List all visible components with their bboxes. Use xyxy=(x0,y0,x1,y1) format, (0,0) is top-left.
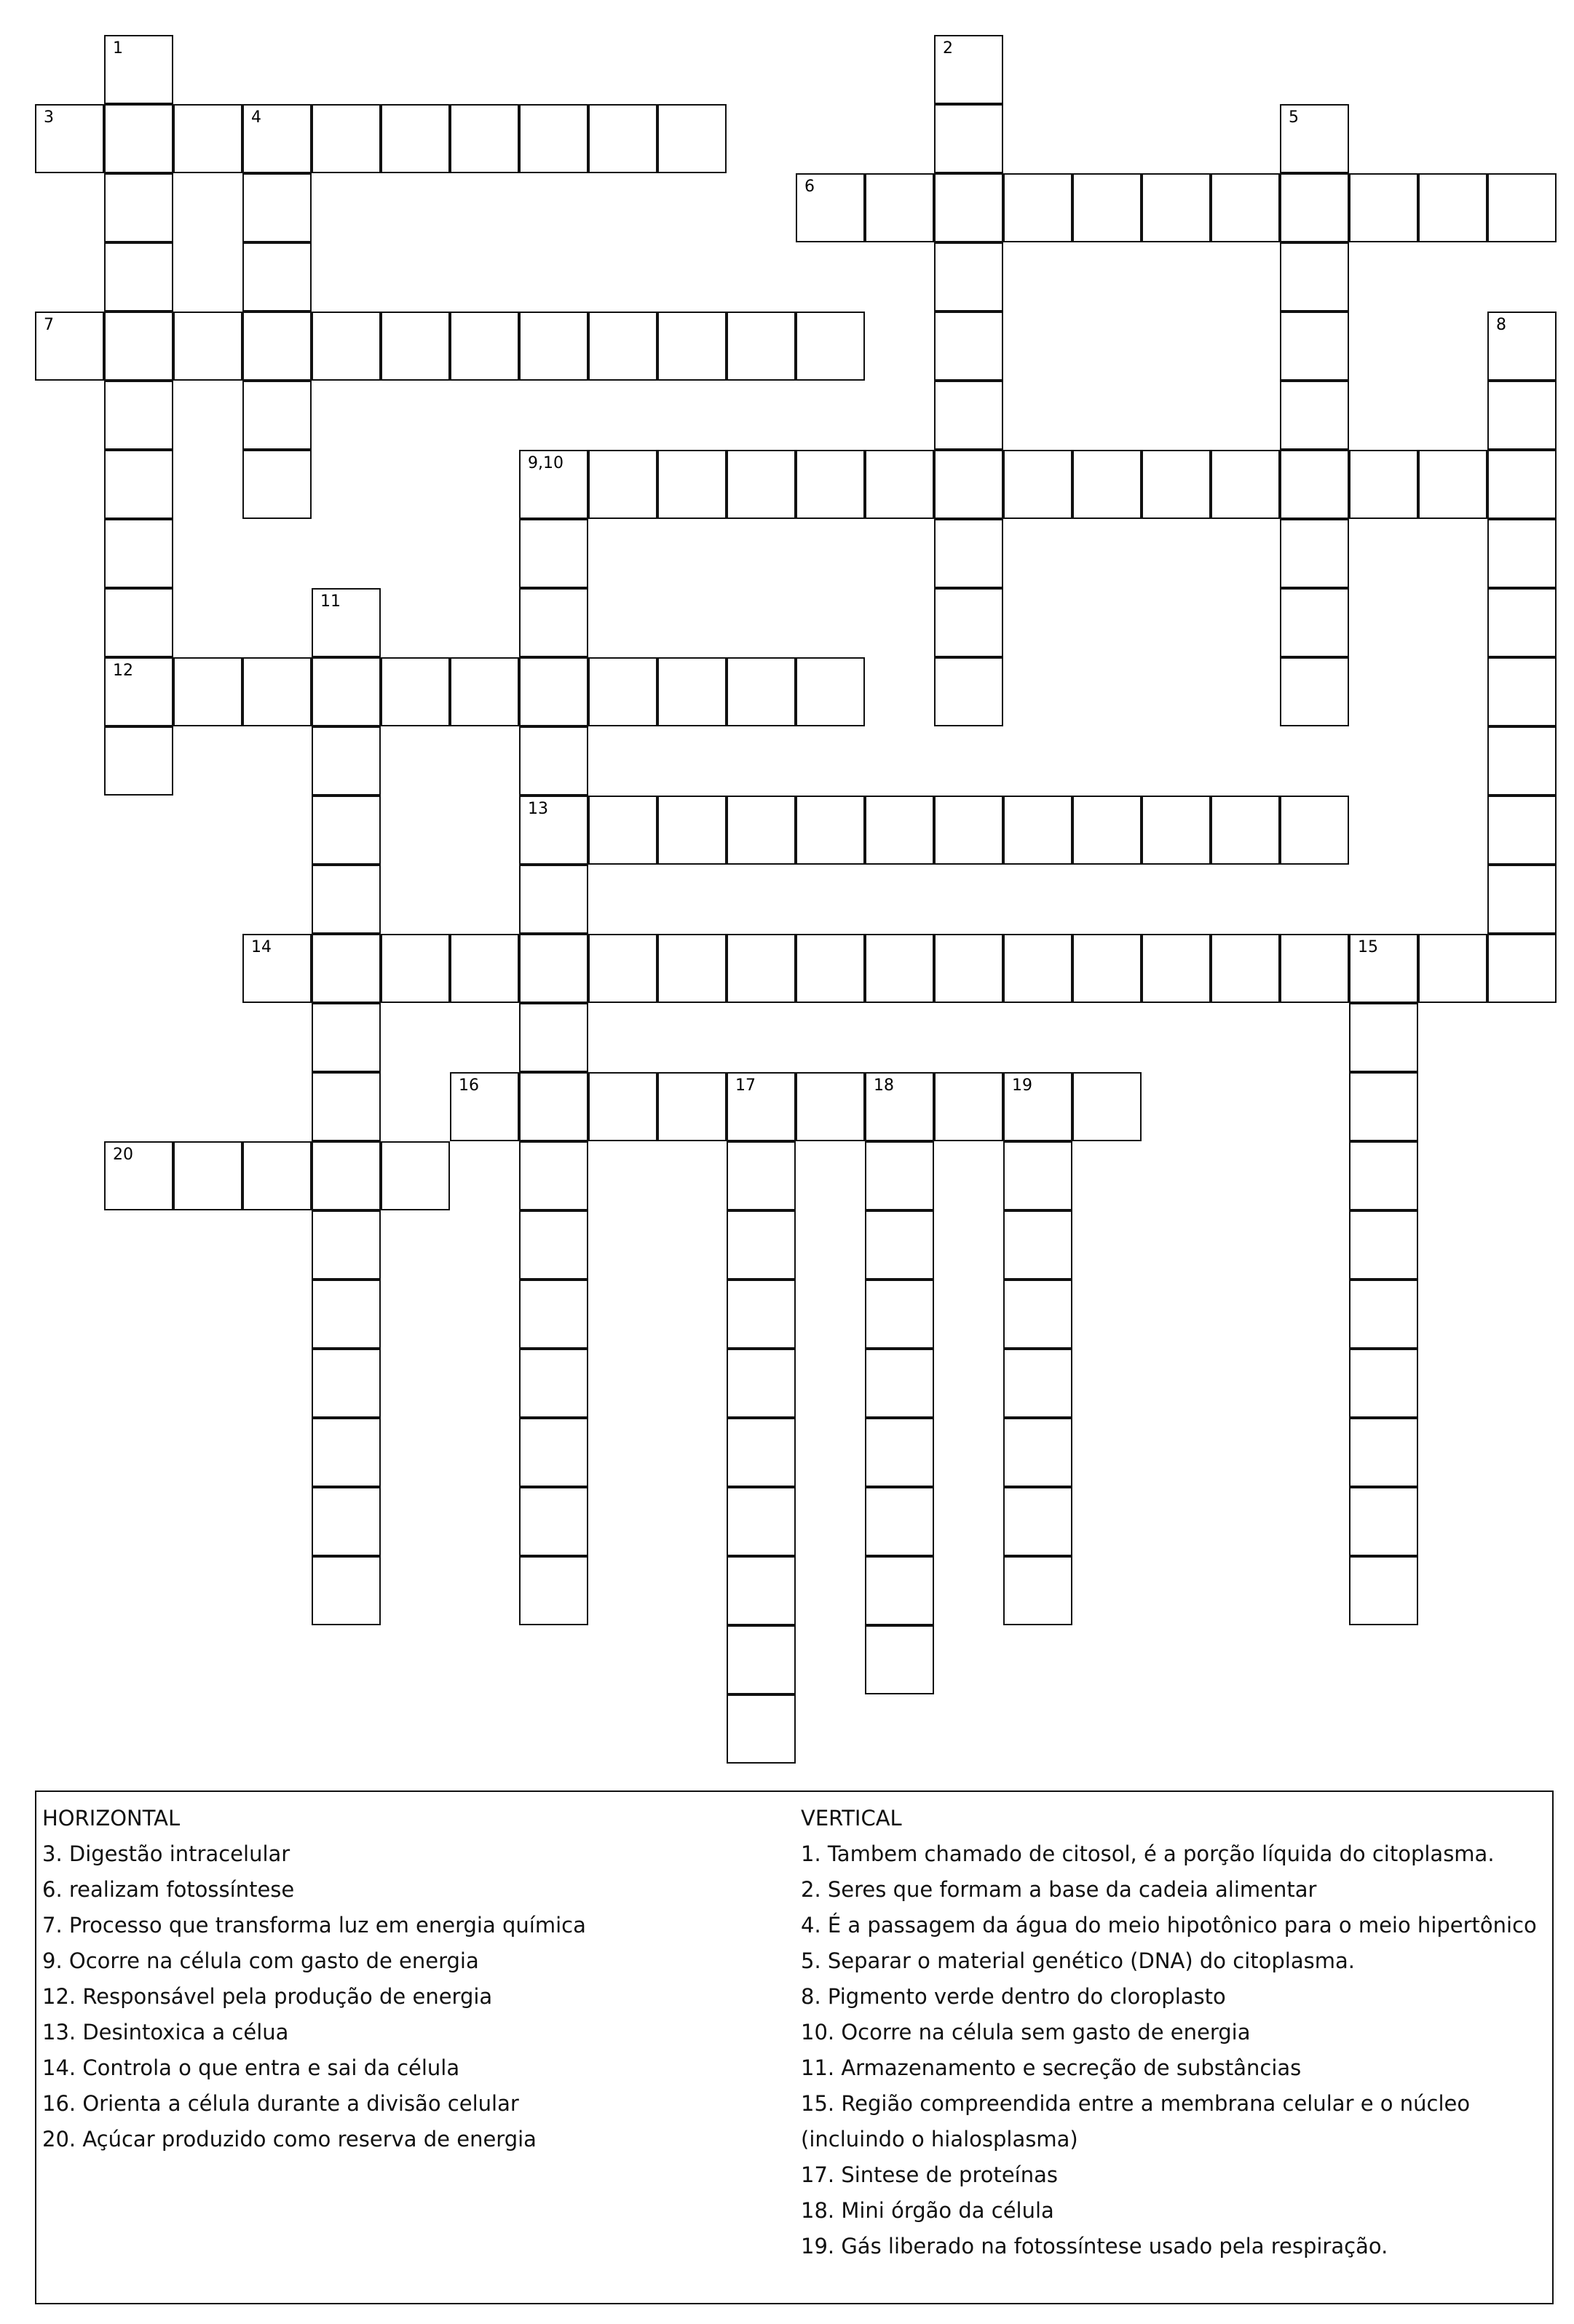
clue-number: 8 xyxy=(1496,316,1506,334)
grid-cell[interactable] xyxy=(450,657,519,726)
clue-number: 17 xyxy=(735,1076,756,1095)
grid-cell[interactable] xyxy=(727,1487,796,1556)
clue-across-9: 9. Ocorre na célula com gasto de energia xyxy=(42,1948,479,1973)
clue-number: 1 xyxy=(113,39,123,57)
clue-down-11: 11. Armazenamento e secreção de substâncias xyxy=(801,2055,1302,2080)
clue-across-13: 13. Desintoxica a célua xyxy=(42,2020,289,2045)
grid-cell[interactable] xyxy=(519,1072,588,1141)
grid-cell[interactable] xyxy=(1349,173,1418,242)
grid-cell[interactable] xyxy=(934,242,1003,312)
grid-cell[interactable] xyxy=(1280,312,1349,381)
grid-cell[interactable] xyxy=(519,1003,588,1072)
grid-cell[interactable] xyxy=(312,726,381,796)
grid-cell[interactable] xyxy=(1211,934,1280,1003)
grid-cell[interactable] xyxy=(1280,796,1349,865)
grid-cell[interactable] xyxy=(173,104,242,173)
grid-cell[interactable] xyxy=(796,450,865,519)
grid-cell[interactable] xyxy=(173,1141,242,1210)
grid-cell[interactable] xyxy=(934,35,1003,104)
grid-cell[interactable] xyxy=(1349,1072,1418,1141)
grid-cell[interactable] xyxy=(934,519,1003,588)
grid-cell[interactable] xyxy=(657,657,727,726)
grid-cell[interactable] xyxy=(1487,588,1557,657)
clue-down-15: 15. Região compreendida entre a membrana celular e o núcleo (incluindo o hialosplasma) xyxy=(801,2091,1471,2152)
grid-cell[interactable] xyxy=(1003,1349,1072,1418)
clue-number: 9,10 xyxy=(528,454,563,472)
grid-cell[interactable] xyxy=(1349,1003,1418,1072)
grid-cell[interactable] xyxy=(1487,657,1557,726)
grid-cell[interactable] xyxy=(519,934,588,1003)
clue-number: 16 xyxy=(459,1076,479,1095)
clue-number: 3 xyxy=(44,108,54,127)
grid-cell[interactable] xyxy=(1349,1418,1418,1487)
grid-cell[interactable] xyxy=(1487,173,1557,242)
grid-cell[interactable] xyxy=(242,173,312,242)
horizontal-clues-title: HORIZONTAL xyxy=(42,1806,181,1831)
grid-cell[interactable] xyxy=(1349,1349,1418,1418)
grid-cell[interactable] xyxy=(657,450,727,519)
grid-cell[interactable] xyxy=(934,657,1003,726)
grid-cell[interactable] xyxy=(1003,934,1072,1003)
grid-cell[interactable] xyxy=(1003,1418,1072,1487)
grid-cell[interactable] xyxy=(934,104,1003,173)
grid-cell[interactable] xyxy=(1142,934,1211,1003)
grid-cell[interactable] xyxy=(312,588,381,657)
grid-cell[interactable] xyxy=(1349,1210,1418,1280)
grid-cell[interactable] xyxy=(1142,796,1211,865)
grid-cell[interactable] xyxy=(865,1625,934,1694)
grid-cell[interactable] xyxy=(934,312,1003,381)
clue-down-4: 4. É a passagem da água do meio hipotônico para o meio hipertônico xyxy=(801,1913,1537,1938)
grid-cell[interactable] xyxy=(657,104,727,173)
grid-cell[interactable] xyxy=(519,1349,588,1418)
grid-cell[interactable] xyxy=(450,312,519,381)
grid-cell[interactable] xyxy=(104,657,173,726)
grid-cell[interactable] xyxy=(588,934,657,1003)
grid-cell[interactable] xyxy=(242,1141,312,1210)
grid-cell[interactable] xyxy=(104,381,173,450)
grid-cell[interactable] xyxy=(727,1349,796,1418)
grid-cell[interactable] xyxy=(1418,934,1487,1003)
grid-cell[interactable] xyxy=(865,1280,934,1349)
grid-cell[interactable] xyxy=(104,173,173,242)
grid-cell[interactable] xyxy=(934,173,1003,242)
grid-cell[interactable] xyxy=(1487,519,1557,588)
grid-cell[interactable] xyxy=(1280,173,1349,242)
clue-down-19: 19. Gás liberado na fotossíntese usado pela respiração. xyxy=(801,2234,1388,2258)
grid-cell[interactable] xyxy=(1072,796,1142,865)
grid-cell[interactable] xyxy=(519,450,588,519)
grid-cell[interactable] xyxy=(450,1072,519,1141)
clues-panel xyxy=(35,1790,1554,2304)
vertical-clues-title: VERTICAL xyxy=(801,1806,902,1831)
clue-number: 18 xyxy=(874,1076,894,1095)
grid-cell[interactable] xyxy=(796,796,865,865)
grid-cell[interactable] xyxy=(865,1210,934,1280)
grid-cell[interactable] xyxy=(1003,796,1072,865)
clue-across-7: 7. Processo que transforma luz em energia química xyxy=(42,1913,586,1938)
grid-cell[interactable] xyxy=(1003,1280,1072,1349)
grid-cell[interactable] xyxy=(657,796,727,865)
grid-cell[interactable] xyxy=(934,450,1003,519)
grid-cell[interactable] xyxy=(934,1072,1003,1141)
grid-cell[interactable] xyxy=(727,1418,796,1487)
grid-cell[interactable] xyxy=(1280,657,1349,726)
grid-cell[interactable] xyxy=(104,450,173,519)
clue-down-2: 2. Seres que formam a base da cadeia alimentar xyxy=(801,1877,1317,1902)
grid-cell[interactable] xyxy=(519,865,588,934)
clue-down-18: 18. Mini órgão da célula xyxy=(801,2198,1054,2223)
grid-cell[interactable] xyxy=(934,381,1003,450)
grid-cell[interactable] xyxy=(727,450,796,519)
clue-number: 20 xyxy=(113,1146,133,1164)
clue-number: 2 xyxy=(943,39,953,57)
grid-cell[interactable] xyxy=(381,104,450,173)
grid-cell[interactable] xyxy=(312,104,381,173)
clue-across-12: 12. Responsável pela produção de energia xyxy=(42,1984,493,2009)
clue-across-14: 14. Controla o que entra e sai da célula xyxy=(42,2055,460,2080)
grid-cell[interactable] xyxy=(519,519,588,588)
grid-cell[interactable] xyxy=(312,796,381,865)
clue-number: 6 xyxy=(804,178,815,196)
clue-across-16: 16. Orienta a célula durante a divisão celular xyxy=(42,2091,519,2116)
grid-cell[interactable] xyxy=(588,450,657,519)
grid-cell[interactable] xyxy=(519,796,588,865)
grid-cell[interactable] xyxy=(1487,865,1557,934)
grid-cell[interactable] xyxy=(934,796,1003,865)
grid-cell[interactable] xyxy=(312,1349,381,1418)
grid-cell[interactable] xyxy=(35,104,104,173)
grid-cell[interactable] xyxy=(934,934,1003,1003)
grid-cell[interactable] xyxy=(588,1072,657,1141)
grid-cell[interactable] xyxy=(657,312,727,381)
grid-cell[interactable] xyxy=(1487,934,1557,1003)
grid-cell[interactable] xyxy=(1487,381,1557,450)
clue-down-17: 17. Sintese de proteínas xyxy=(801,2162,1058,2187)
grid-cell[interactable] xyxy=(588,104,657,173)
grid-cell[interactable] xyxy=(934,588,1003,657)
grid-cell[interactable] xyxy=(657,934,727,1003)
grid-cell[interactable] xyxy=(865,796,934,865)
grid-cell[interactable] xyxy=(865,173,934,242)
grid-cell[interactable] xyxy=(104,519,173,588)
clue-down-8: 8. Pigmento verde dentro do cloroplasto xyxy=(801,1984,1226,2009)
grid-cell[interactable] xyxy=(796,1072,865,1141)
grid-cell[interactable] xyxy=(1142,173,1211,242)
grid-cell[interactable] xyxy=(519,726,588,796)
clue-number: 5 xyxy=(1289,108,1299,127)
grid-cell[interactable] xyxy=(1003,1210,1072,1280)
grid-cell[interactable] xyxy=(104,312,173,381)
grid-cell[interactable] xyxy=(1349,1280,1418,1349)
clue-number: 15 xyxy=(1358,938,1378,956)
grid-cell[interactable] xyxy=(796,312,865,381)
grid-cell[interactable] xyxy=(312,1418,381,1487)
grid-cell[interactable] xyxy=(657,1072,727,1141)
grid-cell[interactable] xyxy=(104,104,173,173)
grid-cell[interactable] xyxy=(381,1141,450,1210)
grid-cell[interactable] xyxy=(312,1280,381,1349)
grid-cell[interactable] xyxy=(588,796,657,865)
grid-cell[interactable] xyxy=(450,934,519,1003)
grid-cell[interactable] xyxy=(519,1556,588,1625)
grid-cell[interactable] xyxy=(104,35,173,104)
grid-cell[interactable] xyxy=(381,934,450,1003)
grid-cell[interactable] xyxy=(727,1072,796,1141)
grid-cell[interactable] xyxy=(104,1141,173,1210)
grid-cell[interactable] xyxy=(1487,312,1557,381)
grid-cell[interactable] xyxy=(35,312,104,381)
grid-cell[interactable] xyxy=(381,312,450,381)
clue-down-1: 1. Tambem chamado de citosol, é a porção líquida do citoplasma. xyxy=(801,1841,1495,1866)
clue-number: 4 xyxy=(251,108,261,127)
grid-cell[interactable] xyxy=(1003,450,1072,519)
grid-cell[interactable] xyxy=(1072,450,1142,519)
grid-cell[interactable] xyxy=(1072,1072,1142,1141)
grid-cell[interactable] xyxy=(173,312,242,381)
clue-across-3: 3. Digestão intracelular xyxy=(42,1841,290,1866)
grid-cell[interactable] xyxy=(1280,381,1349,450)
grid-cell[interactable] xyxy=(1280,104,1349,173)
grid-cell[interactable] xyxy=(1487,450,1557,519)
grid-cell[interactable] xyxy=(727,312,796,381)
grid-cell[interactable] xyxy=(1280,588,1349,657)
grid-cell[interactable] xyxy=(865,1556,934,1625)
grid-cell[interactable] xyxy=(450,104,519,173)
grid-cell[interactable] xyxy=(727,1141,796,1210)
grid-cell[interactable] xyxy=(242,312,312,381)
vertical-clues xyxy=(801,1801,1543,2264)
clue-number: 12 xyxy=(113,662,133,680)
grid-cell[interactable] xyxy=(104,726,173,796)
grid-cell[interactable] xyxy=(1003,1141,1072,1210)
clue-number: 13 xyxy=(528,800,548,818)
grid-cell[interactable] xyxy=(1003,1556,1072,1625)
grid-cell[interactable] xyxy=(519,1141,588,1210)
grid-cell[interactable] xyxy=(312,1487,381,1556)
grid-cell[interactable] xyxy=(312,657,381,726)
grid-cell[interactable] xyxy=(727,1625,796,1694)
grid-cell[interactable] xyxy=(865,450,934,519)
grid-cell[interactable] xyxy=(588,657,657,726)
grid-cell[interactable] xyxy=(1003,173,1072,242)
grid-cell[interactable] xyxy=(1211,450,1280,519)
grid-cell[interactable] xyxy=(312,1210,381,1280)
grid-cell[interactable] xyxy=(1349,1141,1418,1210)
grid-cell[interactable] xyxy=(519,1280,588,1349)
horizontal-clues xyxy=(42,1801,785,2157)
grid-cell[interactable] xyxy=(796,173,865,242)
grid-cell[interactable] xyxy=(1072,934,1142,1003)
clue-down-5: 5. Separar o material genético (DNA) do citoplasma. xyxy=(801,1948,1355,1973)
grid-cell[interactable] xyxy=(1280,450,1349,519)
grid-cell[interactable] xyxy=(727,1694,796,1764)
grid-cell[interactable] xyxy=(312,1072,381,1141)
grid-cell[interactable] xyxy=(1211,796,1280,865)
grid-cell[interactable] xyxy=(1349,934,1418,1003)
grid-cell[interactable] xyxy=(1487,726,1557,796)
grid-cell[interactable] xyxy=(796,657,865,726)
grid-cell[interactable] xyxy=(173,657,242,726)
grid-cell[interactable] xyxy=(727,657,796,726)
grid-cell[interactable] xyxy=(242,381,312,450)
grid-cell[interactable] xyxy=(1142,450,1211,519)
grid-cell[interactable] xyxy=(104,242,173,312)
grid-cell[interactable] xyxy=(796,934,865,1003)
grid-cell[interactable] xyxy=(1280,519,1349,588)
grid-cell[interactable] xyxy=(1418,450,1487,519)
grid-cell[interactable] xyxy=(519,312,588,381)
grid-cell[interactable] xyxy=(242,450,312,519)
clue-across-20: 20. Açúcar produzido como reserva de energia xyxy=(42,2127,537,2152)
grid-cell[interactable] xyxy=(312,865,381,934)
grid-cell[interactable] xyxy=(727,1280,796,1349)
grid-cell[interactable] xyxy=(519,1487,588,1556)
grid-cell[interactable] xyxy=(865,1141,934,1210)
grid-cell[interactable] xyxy=(1418,173,1487,242)
grid-cell[interactable] xyxy=(727,934,796,1003)
clue-number: 14 xyxy=(251,938,272,956)
grid-cell[interactable] xyxy=(1211,173,1280,242)
grid-cell[interactable] xyxy=(1003,1072,1072,1141)
grid-cell[interactable] xyxy=(519,657,588,726)
grid-cell[interactable] xyxy=(312,1556,381,1625)
grid-cell[interactable] xyxy=(519,1418,588,1487)
clue-down-10: 10. Ocorre na célula sem gasto de energia xyxy=(801,2020,1251,2045)
grid-cell[interactable] xyxy=(1349,1487,1418,1556)
grid-cell[interactable] xyxy=(519,104,588,173)
grid-cell[interactable] xyxy=(727,796,796,865)
grid-cell[interactable] xyxy=(312,312,381,381)
grid-cell[interactable] xyxy=(1349,450,1418,519)
clue-number: 11 xyxy=(320,592,341,611)
grid-cell[interactable] xyxy=(312,1003,381,1072)
grid-cell[interactable] xyxy=(865,1349,934,1418)
grid-cell[interactable] xyxy=(865,1418,934,1487)
grid-cell[interactable] xyxy=(312,934,381,1003)
grid-cell[interactable] xyxy=(242,657,312,726)
grid-cell[interactable] xyxy=(865,1487,934,1556)
grid-cell[interactable] xyxy=(519,588,588,657)
grid-cell[interactable] xyxy=(242,934,312,1003)
clue-across-6: 6. realizam fotossíntese xyxy=(42,1877,295,1902)
grid-cell[interactable] xyxy=(242,104,312,173)
grid-cell[interactable] xyxy=(1280,934,1349,1003)
grid-cell[interactable] xyxy=(1003,1487,1072,1556)
grid-cell[interactable] xyxy=(727,1556,796,1625)
grid-cell[interactable] xyxy=(727,1210,796,1280)
grid-cell[interactable] xyxy=(588,312,657,381)
grid-cell[interactable] xyxy=(1349,1556,1418,1625)
grid-cell[interactable] xyxy=(242,242,312,312)
grid-cell[interactable] xyxy=(1487,796,1557,865)
grid-cell[interactable] xyxy=(519,1210,588,1280)
grid-cell[interactable] xyxy=(312,1141,381,1210)
grid-cell[interactable] xyxy=(1280,242,1349,312)
grid-cell[interactable] xyxy=(865,1072,934,1141)
grid-cell[interactable] xyxy=(104,588,173,657)
clue-number: 7 xyxy=(44,316,54,334)
clue-number: 19 xyxy=(1012,1076,1032,1095)
grid-cell[interactable] xyxy=(1072,173,1142,242)
grid-cell[interactable] xyxy=(381,657,450,726)
grid-cell[interactable] xyxy=(865,934,934,1003)
